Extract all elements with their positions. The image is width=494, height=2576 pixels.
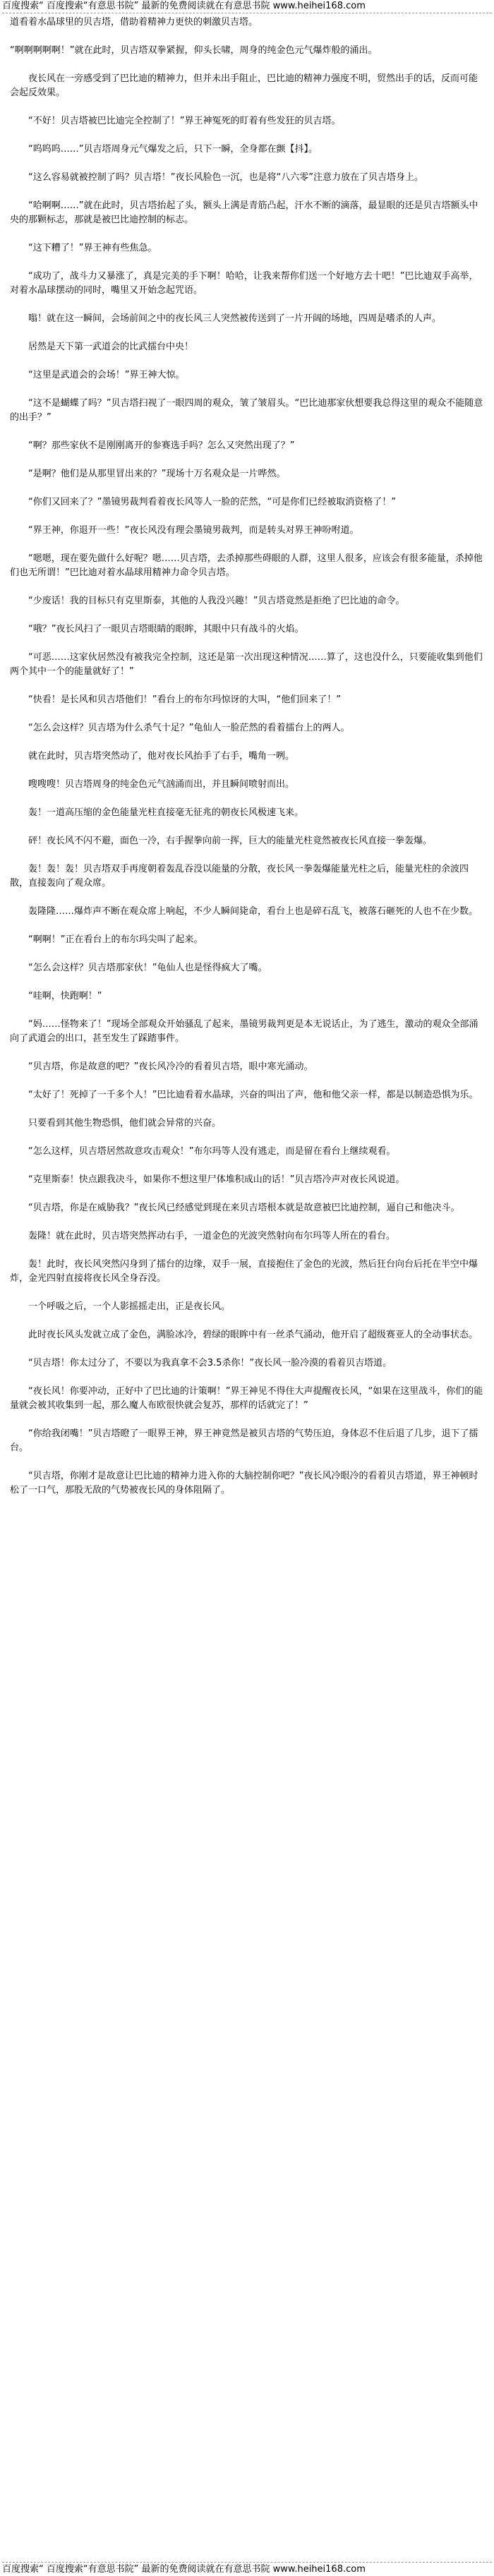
paragraph-spacer (10, 185, 484, 199)
story-paragraph: 此时夜长风头发就立成了金色，满脸冰冷，碧绿的眼眸中有一丝杀气涌动，他开启了超级赛亚人的全动事状态。 (10, 1330, 478, 1340)
story-paragraph: “界王神，你退开一些！”夜长风没有理会墨镜男裁判，而是转头对界王神吩咐道。 (10, 525, 359, 536)
banner-site-link[interactable]: www.heihei168.com (272, 1, 366, 11)
paragraph-spacer (10, 453, 484, 467)
paragraph-spacer (10, 1159, 484, 1173)
story-paragraph: 轰隆隆……爆炸声不断在观众席上响起，不少人瞬间毙命，看台上也是碎石乱飞，被落石砸死的人也不在少数。 (10, 906, 478, 917)
banner-text: 百度搜索“ 百度搜索“有意思书院” 最新的免费阅读就在有意思书院 (2, 2564, 270, 2575)
story-paragraph: “这下糟了！”界王神有些焦急。 (10, 243, 157, 253)
story-paragraph: “成功了，战斗力又暴涨了，真是完美的手下啊！哈哈，让我来帮你们送一个好地方去十吧！”巴比迪双手高举，对着水晶球摆动的同时，嘴里又开始念起咒语。 (10, 271, 478, 296)
paragraph-spacer (10, 157, 484, 171)
top-banner (0, 0, 494, 13)
paragraph-spacer (10, 919, 484, 933)
paragraph-spacer (10, 1102, 484, 1117)
paragraph-spacer (10, 792, 484, 806)
story-paragraph: “妈……怪物来了！”现场全部观众开始骚乱了起来，墨镜男裁判更是本无说话止，为了逃生，激动的观众全部涌向了武道会的出口，甚至发生了踩踏事件。 (10, 1019, 478, 1044)
chapter-content (0, 14, 494, 2563)
paragraph-spacer (10, 128, 484, 143)
story-paragraph: 夜长风在一旁感受到了巴比迪的精神力，但并未出手阻止，巴比迪的精神力强度不明，贸然出手的话，反而可能会起反效果。 (10, 73, 478, 98)
story-paragraph: “贝吉塔，你是在威胁我？”夜长风已经感觉到现在来贝吉塔根本就是故意被巴比迪控制，逼自己和他决斗。 (10, 1203, 460, 1213)
story-paragraph: “怎么这样，贝吉塔居然故意攻击观众！”布尔玛等人没有逃走，而是留在看台上继续观看。 (10, 1146, 396, 1157)
story-paragraph: 轰！此时，夜长风突然闪身到了擂台的边缘，双手一展，直接抱住了金色的光波，然后狂台向台后托在半空中爆炸，金光四射直接将夜长风全身吞没。 (10, 1259, 478, 1284)
story-paragraph: “哦？”夜长风扫了一眼贝吉塔眼睛的眼眸，其眼中只有战斗的火焰。 (10, 624, 304, 634)
paragraph-spacer (10, 383, 484, 397)
paragraph-spacer (10, 255, 484, 270)
story-paragraph: “不好！贝吉塔被巴比迪完全控制了！”界王神冤死的盯着有些发狂的贝吉塔。 (10, 116, 341, 126)
paragraph-spacer (10, 298, 484, 312)
banner-text: 百度搜索“ 百度搜索“有意思书院” 最新的免费阅读就在有意思书院 (2, 1, 270, 11)
paragraph-spacer (10, 707, 484, 721)
paragraph-spacer (10, 1004, 484, 1018)
story-paragraph: 一个呼吸之后，一个人影摇摇走出，正是夜长风。 (10, 1301, 231, 1312)
paragraph-spacer (10, 510, 484, 524)
story-paragraph: “呜呜呜……”贝吉塔周身元气爆发之后，只下一瞬，全身都在颤【抖】。 (10, 144, 318, 155)
paragraph-spacer (10, 538, 484, 552)
paragraph-spacer (10, 580, 484, 594)
story-paragraph: 轰隆！就在此时，贝吉塔突然挥动右手，一道金色的光波突然射向布尔玛等人所在的看台。 (10, 1231, 396, 1241)
story-paragraph: “啊啊啊啊啊！”就在此时，贝吉塔双拳紧握，仰头长啸，周身的纯金色元气爆炸般的涌出。 (10, 45, 378, 56)
story-paragraph: 只要看到其他生物恐惧，他们就会异常的兴奋。 (10, 1118, 222, 1128)
paragraph-spacer (10, 425, 484, 439)
paragraph-spacer (10, 608, 484, 622)
story-paragraph: “啊？那些家伙不是刚刚离开的参赛选手吗？怎么又突然出现了？” (10, 440, 295, 451)
paragraph-spacer (10, 1187, 484, 1201)
paragraph-spacer (10, 1131, 484, 1145)
paragraph-spacer (10, 891, 484, 905)
bottom-banner-wrap (0, 2562, 494, 2576)
paragraph-spacer (10, 1455, 484, 1469)
paragraph-spacer (10, 354, 484, 368)
story-paragraph: “贝吉塔，你是故意的吧？”夜长风冷冷的看着贝吉塔，眼中寒光涌动。 (10, 1061, 313, 1072)
story-paragraph: 嗖嗖嗖！贝吉塔周身的纯金色元气汹涌而出，并且瞬间喷射而出。 (10, 779, 295, 790)
story-paragraph: “嗯嗯，现在要先做什么好呢？嗯……贝吉塔，去杀掉那些碍眼的人群，这里人很多，应该会有很多能量，杀掉他们也无所谓！”巴比迪对着水晶球用精神力命令贝吉塔。 (10, 553, 483, 578)
story-paragraph: “哇啊，快跑啊！” (10, 991, 102, 1001)
story-paragraph: “是啊？他们是从那里冒出来的？”现场十万名观众是一片哗然。 (10, 469, 286, 479)
story-paragraph: 道看着水晶球里的贝吉塔，借助着精神力更快的刺激贝吉塔。 (10, 17, 258, 28)
paragraph-spacer (10, 848, 484, 862)
story-paragraph: “怎么会这样？贝吉塔为什么杀气十足？”龟仙人一脸茫然的看着擂台上的两人。 (10, 723, 350, 733)
paragraph-spacer (10, 481, 484, 495)
story-paragraph: 砰！夜长风不闪不避，面色一冷，右手握拳向前一挥，巨大的能量光柱竟然被夜长风直接一拳轰爆。 (10, 836, 433, 846)
banner-site-link[interactable]: www.heihei168.com (272, 2564, 366, 2575)
paragraph-spacer (10, 1413, 484, 1427)
story-paragraph: “哈啊啊……”就在此时，贝吉塔抬起了头，额头上满是青筋凸起，汗水不断的滴落，最显眼的还是贝吉塔额头中央的那颗标志，那就是被巴比迪控制的标志。 (10, 200, 478, 225)
story-paragraph: “这里是武道会的会场！”界王神大惊。 (10, 370, 185, 380)
story-paragraph: “贝吉塔，你刚才是故意让巴比迪的精神力进入你的大脑控制你吧？”夜长风冷眼冷的看着贝吉塔道，界王神顿时松了一口气，那股无敌的气势被夜长风的身体阻隔了。 (10, 1471, 478, 1495)
paragraph-spacer (10, 227, 484, 241)
paragraph-spacer (10, 1314, 484, 1328)
story-paragraph: “啊啊！”正在看台上的布尔玛尖叫了起来。 (10, 934, 203, 945)
paragraph-spacer (10, 1046, 484, 1060)
paragraph-spacer (10, 1286, 484, 1300)
bottom-banner (0, 2563, 494, 2576)
paragraph-spacer (10, 764, 484, 778)
story-paragraph: “可恶……这家伙居然没有被我完全控制，这还是第一次出现这种情况……算了，这也没什么，只要能收集到他们两个其中一个的能量就好了！” (10, 652, 483, 677)
story-paragraph: “快看！是长风和贝吉塔他们！”看台上的布尔玛惊讶的大叫，“他们回来了！” (10, 694, 341, 705)
paragraph-spacer (10, 1244, 484, 1258)
story-paragraph: “怎么会这样？贝吉塔那家伙！”龟仙人也是怪得疯大了嘴。 (10, 963, 267, 973)
paragraph-spacer (10, 637, 484, 651)
story-paragraph: “夜长风！你要冲动，正好中了巴比迪的计策啊！”界王神见不得住大声提醒夜长风，“如果在这里战斗，你们的能量就会被其收集到一起，那么魔人布欧很快就会复苏，那样的话就完了！” (10, 1386, 483, 1411)
story-paragraph: “你给我闭嘴！”贝吉塔瞪了一眼界王神，界王神竟然是被贝吉塔的气势压迫，身体忍不住后退了几步，退下了擂台。 (10, 1428, 478, 1453)
paragraph-spacer (10, 326, 484, 340)
paragraph-spacer (10, 735, 484, 750)
paragraph-spacer (10, 947, 484, 961)
paragraph-spacer (10, 30, 484, 44)
story-paragraph: “这不是蝴蝶了吗？”贝吉塔扫视了一眼四周的观众，皱了皱眉头。“巴比迪那家伙想要我总得这里的观众不能随意的出手？” (10, 398, 483, 423)
paragraph-spacer (10, 58, 484, 72)
story-paragraph: “贝吉塔！你太过分了，不要以为我真拿不会3.5杀你！”夜长风一脸冷漠的看着贝吉塔道。 (10, 1358, 392, 1368)
story-paragraph: 轰！轰！轰！贝吉塔双手再度朝着轰乱吞没以能量的分散，夜长风一拳轰爆能量光柱之后，能量光柱的余波四散，直接轰向了观众席。 (10, 864, 469, 889)
story-paragraph: 就在此时，贝吉塔突然动了，他对夜长风抬手了右手，嘴角一咧。 (10, 751, 295, 762)
story-paragraph: “这么容易就被控制了吗？贝吉塔！”夜长风脸色一沉，也是将“八六零”注意力放在了贝吉塔身上。 (10, 172, 423, 183)
story-paragraph: “你们又回来了？”墨镜男裁判看着夜长风等人一脸的茫然，“可是你们已经被取消资格了！” (10, 497, 396, 507)
paragraph-spacer (10, 975, 484, 989)
story-paragraph: “太好了！死掉了一千多个人！”巴比迪看着水晶球，兴奋的叫出了声，他和他父亲一样，都是以制造恐惧为乐。 (10, 1090, 478, 1100)
story-paragraph: 轰！一道高压缩的金色能量光柱直接毫无征兆的朝夜长风极速飞来。 (10, 807, 304, 818)
story-paragraph: 嗡！就在这一瞬间，会场前间之中的夜长风三人突然被传送到了一片开阔的场地，四周是嗜杀的人声。 (10, 313, 442, 324)
paragraph-spacer (10, 1342, 484, 1356)
paragraph-spacer (10, 1074, 484, 1088)
paragraph-spacer (10, 820, 484, 834)
story-paragraph: 居然是天下第一武道会的比武擂台中央！ (10, 342, 194, 352)
paragraph-spacer (10, 1371, 484, 1385)
story-paragraph: “少废话！我的目标只有克里斯泰，其他的人我没兴趣！”贝吉塔竟然是拒绝了巴比迪的命令。 (10, 596, 405, 606)
paragraph-spacer (10, 1215, 484, 1229)
story-paragraph: “克里斯泰！快点跟我决斗，如果你不想这里尸体堆积成山的话！”贝吉塔冷声对夜长风说道。 (10, 1174, 405, 1185)
paragraph-spacer (10, 679, 484, 693)
paragraph-spacer (10, 100, 484, 114)
